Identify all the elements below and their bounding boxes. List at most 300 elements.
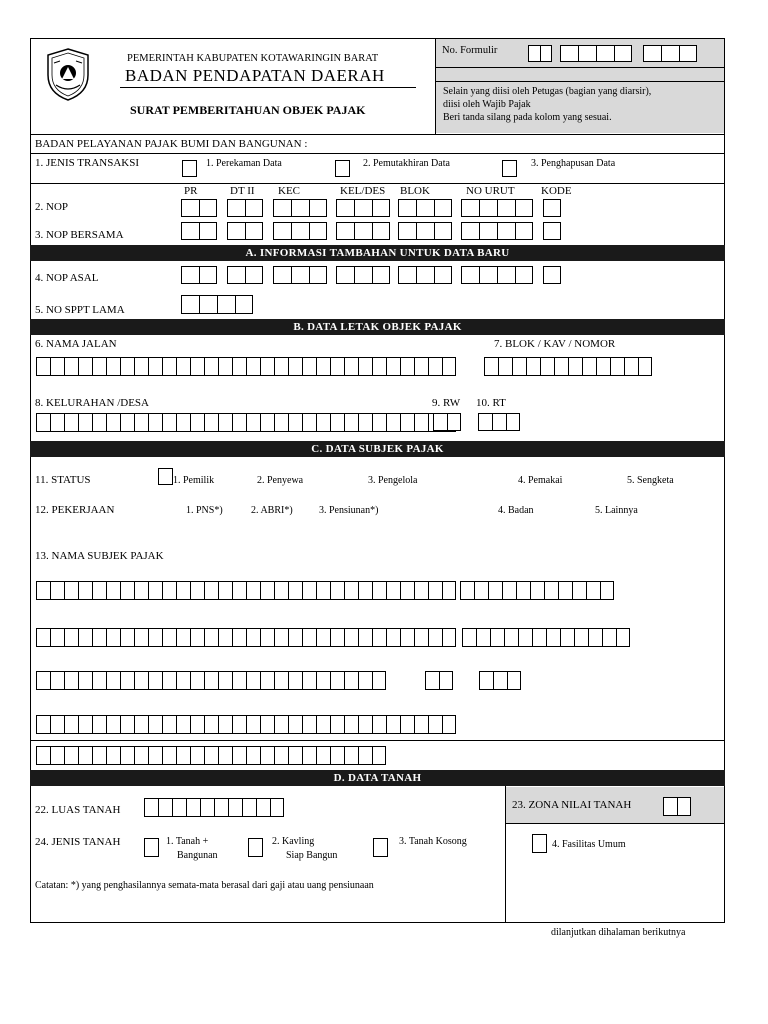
char-box[interactable] <box>256 798 270 817</box>
char-box[interactable] <box>488 581 502 600</box>
transaksi-pemutakhiran-checkbox[interactable] <box>335 160 350 177</box>
char-box[interactable] <box>540 357 554 376</box>
char-box[interactable] <box>176 413 190 432</box>
nama-subjek-boxes[interactable] <box>36 581 456 600</box>
char-box[interactable] <box>532 628 546 647</box>
char-box[interactable] <box>162 671 176 690</box>
nop-pr-boxes[interactable] <box>181 199 217 217</box>
char-box[interactable] <box>274 413 288 432</box>
char-box[interactable] <box>144 798 158 817</box>
char-box[interactable] <box>302 581 316 600</box>
char-box[interactable] <box>316 413 330 432</box>
rw-boxes[interactable] <box>433 413 461 431</box>
char-box[interactable] <box>246 671 260 690</box>
char-box[interactable] <box>288 671 302 690</box>
tanah-kosong-checkbox[interactable] <box>373 838 388 857</box>
char-box[interactable] <box>78 746 92 765</box>
char-box[interactable] <box>162 746 176 765</box>
char-box[interactable] <box>526 357 540 376</box>
char-box[interactable] <box>228 798 242 817</box>
char-box[interactable] <box>372 746 386 765</box>
char-box[interactable] <box>544 581 558 600</box>
char-box[interactable] <box>442 357 456 376</box>
char-box[interactable] <box>460 581 474 600</box>
pekerjaan-opt4: 4. Badan <box>498 505 534 516</box>
char-box[interactable] <box>162 581 176 600</box>
char-box[interactable] <box>442 715 456 734</box>
char-box[interactable] <box>474 581 488 600</box>
char-box[interactable] <box>260 715 274 734</box>
char-box[interactable] <box>428 581 442 600</box>
char-box[interactable] <box>476 628 490 647</box>
char-box[interactable] <box>176 671 190 690</box>
char-box[interactable] <box>490 628 504 647</box>
char-box[interactable] <box>260 413 274 432</box>
char-box[interactable] <box>190 413 204 432</box>
char-box[interactable] <box>344 357 358 376</box>
blok-kav-boxes[interactable] <box>484 357 652 376</box>
transaksi-perekaman-checkbox[interactable] <box>182 160 197 177</box>
char-box[interactable] <box>302 357 316 376</box>
nop-bersama-pr-boxes[interactable] <box>181 222 217 240</box>
char-box[interactable] <box>358 581 372 600</box>
nomor-ktp-boxes[interactable] <box>36 746 386 765</box>
char-box[interactable] <box>386 581 400 600</box>
char-box[interactable] <box>428 357 442 376</box>
char-box[interactable] <box>386 715 400 734</box>
char-box[interactable] <box>120 357 134 376</box>
char-box[interactable] <box>512 357 526 376</box>
char-box[interactable] <box>50 413 64 432</box>
char-box[interactable] <box>134 746 148 765</box>
char-box[interactable] <box>36 581 50 600</box>
char-box[interactable] <box>288 357 302 376</box>
char-box[interactable] <box>190 746 204 765</box>
subjek-field-15-boxes[interactable] <box>36 628 456 647</box>
char-box[interactable] <box>64 671 78 690</box>
char-box[interactable] <box>186 798 200 817</box>
char-box[interactable] <box>120 581 134 600</box>
char-box[interactable] <box>134 357 148 376</box>
char-box[interactable] <box>260 357 274 376</box>
char-box[interactable] <box>288 746 302 765</box>
char-box[interactable] <box>288 628 302 647</box>
char-box[interactable] <box>260 628 274 647</box>
nop-header-kel: KEL/DES <box>340 185 386 197</box>
char-box[interactable] <box>232 715 246 734</box>
char-box[interactable] <box>64 715 78 734</box>
nop-bersama-urut-boxes[interactable] <box>461 222 533 240</box>
char-box[interactable] <box>204 413 218 432</box>
char-box[interactable] <box>316 715 330 734</box>
char-box[interactable] <box>246 413 260 432</box>
char-box[interactable] <box>610 357 624 376</box>
char-box[interactable] <box>162 715 176 734</box>
char-box[interactable] <box>92 715 106 734</box>
char-box[interactable] <box>232 581 246 600</box>
char-box[interactable] <box>162 628 176 647</box>
char-box[interactable] <box>148 628 162 647</box>
char-box[interactable] <box>302 715 316 734</box>
char-box[interactable] <box>344 628 358 647</box>
char-box[interactable] <box>204 671 218 690</box>
char-box[interactable] <box>64 357 78 376</box>
char-box[interactable] <box>232 746 246 765</box>
char-box[interactable] <box>288 715 302 734</box>
char-box[interactable] <box>442 581 456 600</box>
char-box[interactable] <box>64 628 78 647</box>
char-box[interactable] <box>260 671 274 690</box>
char-box[interactable] <box>50 715 64 734</box>
char-box[interactable] <box>78 715 92 734</box>
char-box[interactable] <box>120 671 134 690</box>
char-box[interactable] <box>92 581 106 600</box>
char-box[interactable] <box>546 628 560 647</box>
char-box[interactable] <box>344 671 358 690</box>
char-box[interactable] <box>106 413 120 432</box>
char-box[interactable] <box>148 746 162 765</box>
subjek-field-19-boxes[interactable] <box>479 671 521 690</box>
char-box[interactable] <box>400 581 414 600</box>
char-box[interactable] <box>372 671 386 690</box>
char-box[interactable] <box>204 746 218 765</box>
nop-bersama-dt-boxes[interactable] <box>227 222 263 240</box>
char-box[interactable] <box>616 628 630 647</box>
char-box[interactable] <box>330 715 344 734</box>
char-box[interactable] <box>372 628 386 647</box>
char-box[interactable] <box>572 581 586 600</box>
char-box[interactable] <box>600 581 614 600</box>
char-box[interactable] <box>484 357 498 376</box>
char-box[interactable] <box>120 413 134 432</box>
char-box[interactable] <box>92 671 106 690</box>
no-formulir-boxes-1[interactable] <box>528 45 552 62</box>
char-box[interactable] <box>516 581 530 600</box>
char-box[interactable] <box>246 581 260 600</box>
char-box[interactable] <box>344 413 358 432</box>
char-box[interactable] <box>400 628 414 647</box>
char-box[interactable] <box>148 671 162 690</box>
char-box[interactable] <box>36 746 50 765</box>
char-box[interactable] <box>400 715 414 734</box>
char-box[interactable] <box>288 581 302 600</box>
char-box[interactable] <box>190 357 204 376</box>
char-box[interactable] <box>64 413 78 432</box>
nop-urut-boxes[interactable] <box>461 199 533 217</box>
nama-jalan-boxes[interactable] <box>36 357 456 376</box>
nop-bersama-blok-boxes[interactable] <box>398 222 452 240</box>
char-box[interactable] <box>120 746 134 765</box>
char-box[interactable] <box>330 671 344 690</box>
char-box[interactable] <box>274 715 288 734</box>
char-box[interactable] <box>232 671 246 690</box>
pekerjaan-opt2: 2. ABRI*) <box>251 505 293 516</box>
nop-bersama-kec-boxes[interactable] <box>273 222 327 240</box>
nop-bersama-kel-boxes[interactable] <box>336 222 390 240</box>
char-box[interactable] <box>176 581 190 600</box>
char-box[interactable] <box>78 628 92 647</box>
char-box[interactable] <box>330 581 344 600</box>
subjek-field-20-boxes[interactable] <box>36 715 456 734</box>
char-box[interactable] <box>106 581 120 600</box>
char-box[interactable] <box>92 628 106 647</box>
char-box[interactable] <box>242 798 256 817</box>
section-b-header: B. DATA LETAK OBJEK PAJAK <box>30 319 725 335</box>
fasilitas-umum-checkbox[interactable] <box>532 834 547 853</box>
char-box[interactable] <box>162 413 176 432</box>
char-box[interactable] <box>246 715 260 734</box>
char-box[interactable] <box>574 628 588 647</box>
nop-header-pr: PR <box>184 185 198 197</box>
nop-asal-kec-boxes[interactable] <box>273 266 327 284</box>
char-box[interactable] <box>78 357 92 376</box>
char-box[interactable] <box>274 628 288 647</box>
char-box[interactable] <box>414 357 428 376</box>
char-box[interactable] <box>246 628 260 647</box>
status-opt3: 3. Pengelola <box>368 475 418 486</box>
char-box[interactable] <box>190 671 204 690</box>
nop-asal-blok-boxes[interactable] <box>398 266 452 284</box>
char-box[interactable] <box>218 671 232 690</box>
subjek-field-16-boxes[interactable] <box>462 628 630 647</box>
char-box[interactable] <box>358 671 372 690</box>
nop-blok-boxes[interactable] <box>398 199 452 217</box>
char-box[interactable] <box>50 581 64 600</box>
char-box[interactable] <box>204 715 218 734</box>
char-box[interactable] <box>232 413 246 432</box>
rt-boxes[interactable] <box>478 413 520 431</box>
char-box[interactable] <box>218 628 232 647</box>
char-box[interactable] <box>386 357 400 376</box>
char-box[interactable] <box>172 798 186 817</box>
char-box[interactable] <box>316 746 330 765</box>
char-box[interactable] <box>372 581 386 600</box>
char-box[interactable] <box>462 628 476 647</box>
char-box[interactable] <box>386 413 400 432</box>
char-box[interactable] <box>568 357 582 376</box>
char-box[interactable] <box>560 628 574 647</box>
char-box[interactable] <box>148 413 162 432</box>
char-box[interactable] <box>218 581 232 600</box>
nop-asal-urut-boxes[interactable] <box>461 266 533 284</box>
char-box[interactable] <box>260 581 274 600</box>
char-box[interactable] <box>302 628 316 647</box>
char-box[interactable] <box>414 628 428 647</box>
char-box[interactable] <box>358 413 372 432</box>
char-box[interactable] <box>530 581 544 600</box>
char-box[interactable] <box>330 746 344 765</box>
char-box[interactable] <box>50 671 64 690</box>
char-box[interactable] <box>120 628 134 647</box>
char-box[interactable] <box>554 357 568 376</box>
kavling-checkbox[interactable] <box>248 838 263 857</box>
char-box[interactable] <box>400 413 414 432</box>
char-box[interactable] <box>106 357 120 376</box>
char-box[interactable] <box>204 357 218 376</box>
char-box[interactable] <box>214 798 228 817</box>
nop-asal-kode-boxes[interactable] <box>543 266 561 284</box>
char-box[interactable] <box>50 357 64 376</box>
char-box[interactable] <box>270 798 284 817</box>
char-box[interactable] <box>358 628 372 647</box>
char-box[interactable] <box>274 671 288 690</box>
nop-kec-boxes[interactable] <box>273 199 327 217</box>
char-box[interactable] <box>176 357 190 376</box>
char-box[interactable] <box>176 715 190 734</box>
char-box[interactable] <box>36 413 50 432</box>
char-box[interactable] <box>624 357 638 376</box>
char-box[interactable] <box>372 715 386 734</box>
char-box[interactable] <box>92 746 106 765</box>
char-box[interactable] <box>78 581 92 600</box>
char-box[interactable] <box>316 671 330 690</box>
sppt-lama-boxes[interactable] <box>181 295 253 314</box>
char-box[interactable] <box>232 357 246 376</box>
subjek-field-18-boxes[interactable] <box>425 671 453 690</box>
char-box[interactable] <box>200 798 214 817</box>
nop-kel-boxes[interactable] <box>336 199 390 217</box>
char-box[interactable] <box>106 671 120 690</box>
char-box[interactable] <box>78 671 92 690</box>
char-box[interactable] <box>36 357 50 376</box>
char-box[interactable] <box>414 581 428 600</box>
nop-dt-boxes[interactable] <box>227 199 263 217</box>
char-box[interactable] <box>218 413 232 432</box>
char-box[interactable] <box>36 671 50 690</box>
char-box[interactable] <box>134 413 148 432</box>
char-box[interactable] <box>428 715 442 734</box>
char-box[interactable] <box>504 628 518 647</box>
char-box[interactable] <box>498 357 512 376</box>
nop-asal-kel-boxes[interactable] <box>336 266 390 284</box>
char-box[interactable] <box>602 628 616 647</box>
no-formulir-boxes-2[interactable] <box>560 45 632 62</box>
char-box[interactable] <box>502 581 516 600</box>
char-box[interactable] <box>134 581 148 600</box>
jenis-tanah-opt3: 3. Tanah Kosong <box>399 836 467 847</box>
char-box[interactable] <box>588 628 602 647</box>
char-box[interactable] <box>344 715 358 734</box>
sppt-lama-label: 5. NO SPPT LAMA <box>35 304 125 316</box>
char-box[interactable] <box>218 357 232 376</box>
char-box[interactable] <box>246 357 260 376</box>
char-box[interactable] <box>372 413 386 432</box>
char-box[interactable] <box>50 746 64 765</box>
char-box[interactable] <box>442 628 456 647</box>
char-box[interactable] <box>148 357 162 376</box>
char-box[interactable] <box>78 413 92 432</box>
char-box[interactable] <box>330 413 344 432</box>
char-box[interactable] <box>246 746 260 765</box>
nop-bersama-kode-boxes[interactable] <box>543 222 561 240</box>
char-box[interactable] <box>288 413 302 432</box>
char-box[interactable] <box>302 671 316 690</box>
char-box[interactable] <box>148 715 162 734</box>
subjek-field-17-boxes[interactable] <box>36 671 386 690</box>
char-box[interactable] <box>158 798 172 817</box>
char-box[interactable] <box>106 746 120 765</box>
char-box[interactable] <box>274 581 288 600</box>
char-box[interactable] <box>274 357 288 376</box>
char-box[interactable] <box>106 715 120 734</box>
no-formulir-boxes-3[interactable] <box>643 45 697 62</box>
char-box[interactable] <box>50 628 64 647</box>
char-box[interactable] <box>638 357 652 376</box>
char-box[interactable] <box>518 628 532 647</box>
kelurahan-boxes[interactable] <box>36 413 456 432</box>
char-box[interactable] <box>582 357 596 376</box>
char-box[interactable] <box>36 715 50 734</box>
char-box[interactable] <box>400 357 414 376</box>
char-box[interactable] <box>428 628 442 647</box>
char-box[interactable] <box>316 581 330 600</box>
subjek-field-14-boxes[interactable] <box>460 581 614 600</box>
char-box[interactable] <box>302 746 316 765</box>
char-box[interactable] <box>134 671 148 690</box>
char-box[interactable] <box>204 628 218 647</box>
char-box[interactable] <box>330 628 344 647</box>
char-box[interactable] <box>302 413 316 432</box>
char-box[interactable] <box>358 715 372 734</box>
zona-nilai-boxes[interactable] <box>663 797 691 816</box>
char-box[interactable] <box>386 628 400 647</box>
char-box[interactable] <box>148 581 162 600</box>
char-box[interactable] <box>316 357 330 376</box>
char-box[interactable] <box>190 715 204 734</box>
status-checkbox[interactable] <box>158 468 173 485</box>
char-box[interactable] <box>64 581 78 600</box>
char-box[interactable] <box>232 628 246 647</box>
char-box[interactable] <box>218 746 232 765</box>
char-box[interactable] <box>414 715 428 734</box>
char-box[interactable] <box>134 715 148 734</box>
char-box[interactable] <box>344 581 358 600</box>
char-box[interactable] <box>274 746 288 765</box>
transaksi-penghapusan-checkbox[interactable] <box>502 160 517 177</box>
char-box[interactable] <box>64 746 78 765</box>
char-box[interactable] <box>330 357 344 376</box>
char-box[interactable] <box>190 581 204 600</box>
char-box[interactable] <box>36 628 50 647</box>
tanah-bangunan-checkbox[interactable] <box>144 838 159 857</box>
nop-asal-dt-boxes[interactable] <box>227 266 263 284</box>
char-box[interactable] <box>92 413 106 432</box>
nop-asal-pr-boxes[interactable] <box>181 266 217 284</box>
char-box[interactable] <box>190 628 204 647</box>
char-box[interactable] <box>120 715 134 734</box>
char-box[interactable] <box>358 746 372 765</box>
char-box[interactable] <box>316 628 330 647</box>
luas-tanah-boxes[interactable] <box>144 798 284 817</box>
char-box[interactable] <box>372 357 386 376</box>
char-box[interactable] <box>134 628 148 647</box>
char-box[interactable] <box>92 357 106 376</box>
char-box[interactable] <box>414 413 428 432</box>
char-box[interactable] <box>204 581 218 600</box>
char-box[interactable] <box>176 628 190 647</box>
char-box[interactable] <box>358 357 372 376</box>
char-box[interactable] <box>596 357 610 376</box>
char-box[interactable] <box>344 746 358 765</box>
char-box[interactable] <box>260 746 274 765</box>
char-box[interactable] <box>176 746 190 765</box>
char-box[interactable] <box>218 715 232 734</box>
char-box[interactable] <box>162 357 176 376</box>
char-box[interactable] <box>586 581 600 600</box>
char-box[interactable] <box>558 581 572 600</box>
nop-kode-boxes[interactable] <box>543 199 561 217</box>
char-box[interactable] <box>106 628 120 647</box>
